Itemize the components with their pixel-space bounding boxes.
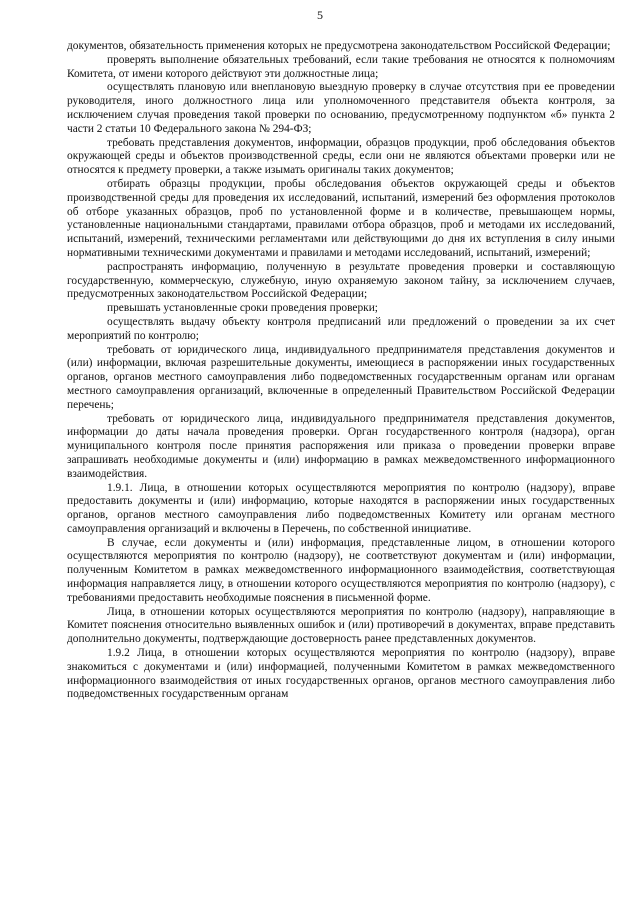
page-number: 5 bbox=[317, 8, 323, 22]
paragraph: Лица, в отношении которых осуществляются мероприятия по контролю (надзору), направляющие в Комитет пояснения относительно выявленных ошибок и (или) противоречий в документах, вправе представить дополнительно документы, подтверждающие достоверность ранее представленных документов. bbox=[67, 605, 615, 646]
paragraph: проверять выполнение обязательных требований, если такие требования не относятся к полномочиям Комитета, от имени которого действуют эти должностные лица; bbox=[67, 53, 615, 80]
paragraph: документов, обязательность применения которых не предусмотрена законодательством Российской Федерации; bbox=[67, 40, 611, 52]
paragraph: требовать от юридического лица, индивидуального предпринимателя представления документов, информации до даты начала проведения проверки. Орган государственного контроля (надзора), орган муниципального контроля после принятия распоряжения или приказа о проведении проверки вправе запрашивать необходимые документы и (или) информацию в рамках межведомственного информационного взаимодействия. bbox=[67, 412, 615, 480]
paragraph: 1.9.1. Лица, в отношении которых осуществляются мероприятия по контролю (надзору), вправе предоставить документы и (или) информацию, которые находятся в распоряжении иных государственных органов, органов местного самоуправления либо подведомственных Комитету или органам местного самоуправления организаций и включены в Перечень, по собственной инициативе. bbox=[67, 481, 615, 535]
paragraph: осуществлять выдачу объекту контроля предписаний или предложений о проведении за их счет мероприятий по контролю; bbox=[67, 315, 615, 342]
paragraph: требовать представления документов, информации, образцов продукции, проб обследования объектов окружающей среды и объектов производственной среды, если они не являются объектами проверки или не относятся к предмету проверки, а также изымать оригиналы таких документов; bbox=[67, 136, 615, 177]
paragraph: требовать от юридического лица, индивидуального предпринимателя представления документов и (или) информации, включая разрешительные документы, имеющиеся в распоряжении иных государственных органов, органов местного самоуправления либо подведомственных государственным органам или органам местного самоуправления организаций, включенные в определенный Правительством Российской Федерации перечень; bbox=[67, 343, 615, 411]
paragraph: осуществлять плановую или внеплановую выездную проверку в случае отсутствия при ее проведении руководителя, иного должностного лица или уполномоченного представителя объекта контроля, за исключением случая проведения такой проверки по основанию, предусмотренному подпунктом «б» пункта 2 части 2 статьи 10 Федерального закона № 294-ФЗ; bbox=[67, 81, 615, 135]
paragraph: отбирать образцы продукции, пробы обследования объектов окружающей среды и объектов производственной среды для проведения их исследований, испытаний, измерений без оформления протоколов об отборе указанных образцов, проб по установленной форме и в количестве, превышающем нормы, установленные национальными стандартами, правилами отбора образцов, проб и методами их исследований, испытаний, измерений, техническими регламентами или действующими до дня их вступления в силу иными нормативными техническими документами и правилами и методами исследований, испытаний, измерений; bbox=[67, 177, 615, 259]
paragraph: распространять информацию, полученную в результате проведения проверки и составляющую государственную, коммерческую, служебную, иную охраняемую законом тайну, за исключением случаев, предусмотренных законодательством Российской Федерации; bbox=[67, 260, 615, 301]
paragraph: В случае, если документы и (или) информация, представленные лицом, в отношении которого осуществляются мероприятия по контролю (надзору), не соответствуют документам и (или) информации, полученным Комитетом в рамках межведомственного информационного взаимодействия, соответствующая информация направляется лицу, в отношении которого осуществляются мероприятия по контролю (надзору), с требованиями предоставить необходимые пояснения в письменной форме. bbox=[67, 536, 615, 604]
paragraph: 1.9.2 Лица, в отношении которых осуществляются мероприятия по контролю (надзору), вправе знакомиться с документами и (или) информацией, полученными Комитетом в рамках межведомственного информационного взаимодействия от иных государственных органов, органов местного самоуправления либо подведомственных государственным органам bbox=[67, 647, 615, 701]
document-body bbox=[67, 40, 615, 702]
paragraph: превышать установленные сроки проведения проверки; bbox=[107, 302, 378, 315]
